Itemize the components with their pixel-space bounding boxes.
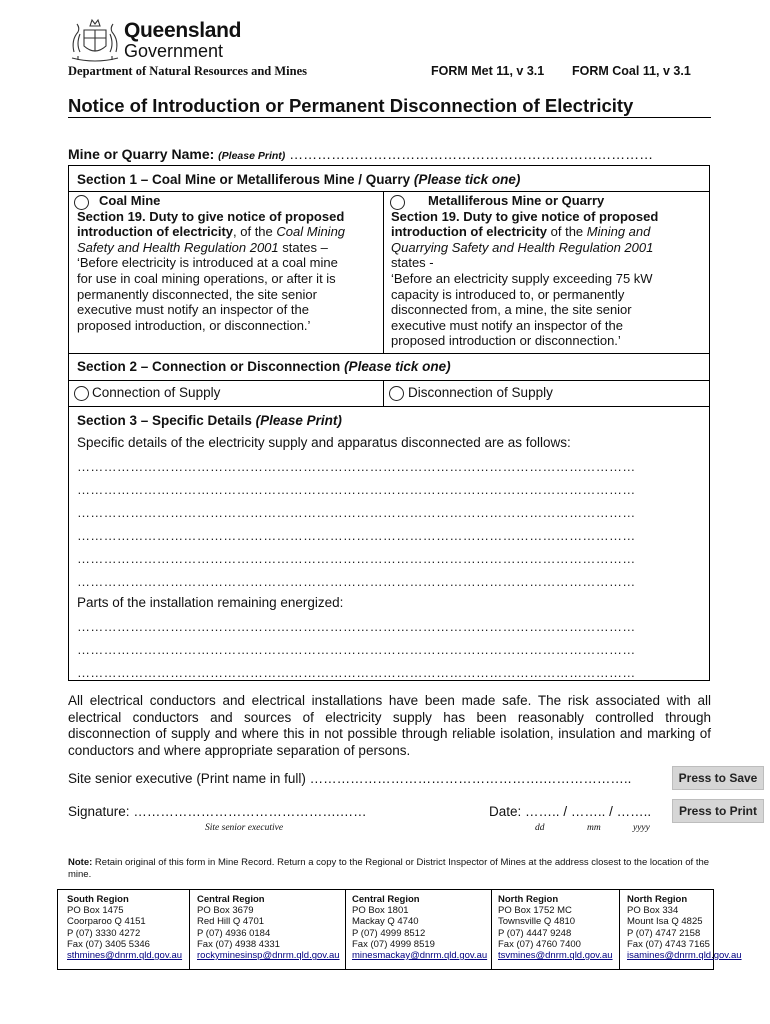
region-cell-central-redhill xyxy=(197,894,340,961)
coal-mine-column xyxy=(77,193,377,333)
metalliferous-line4: states - xyxy=(391,255,434,271)
section1-heading-hint: (Please tick one) xyxy=(413,172,521,187)
return-note xyxy=(68,857,718,881)
section3-divider xyxy=(68,406,710,407)
signature-row[interactable] xyxy=(68,804,367,819)
region-name: Central Region xyxy=(197,894,265,905)
form-coal-code: FORM Coal 11, v 3.1 xyxy=(572,64,691,78)
title-underline xyxy=(68,117,711,118)
metalliferous-line2: introduction of electricity of the Mining and xyxy=(391,224,651,240)
sse-name-row[interactable] xyxy=(68,771,631,786)
region-divider xyxy=(189,889,190,970)
region-fax: Fax (07) 4999 8519 xyxy=(352,938,435,950)
region-email-link[interactable]: minesmackay@dnrm.qld.gov.au xyxy=(352,950,488,962)
logo-government: Government xyxy=(124,41,224,61)
section1-divider xyxy=(68,191,710,192)
department-name: Department of Natural Resources and Mines xyxy=(68,64,307,78)
coal-mine-line4: ‘Before electricity is introduced at a coal mine xyxy=(77,255,338,271)
details-line-2[interactable]: ……………………………………………………………………………………………………………… xyxy=(77,482,636,497)
region-box: PO Box 3679 xyxy=(197,905,254,917)
region-fax: Fax (07) 4760 7400 xyxy=(498,938,581,950)
region-cell-north-mountisa xyxy=(627,894,742,961)
region-box: PO Box 334 xyxy=(627,905,679,917)
metalliferous-column xyxy=(391,193,709,349)
metalliferous-line8: executive must notify an inspector of the xyxy=(391,317,623,333)
queensland-crest-logo xyxy=(68,16,122,66)
section2-column-divider xyxy=(383,380,384,406)
energized-line-2[interactable]: ……………………………………………………………………………………………………………… xyxy=(77,642,636,657)
region-name: North Region xyxy=(627,894,688,905)
region-phone: P (07) 4999 8512 xyxy=(352,927,426,939)
save-button[interactable]: Press to Save xyxy=(672,766,764,790)
safety-statement: All electrical conductors and electrical installations have been made safe. The risk associated with all electrical conductors and sources of electricity supply has been reasonably controlled through disconnection of supply and where this in not possible through reliable isolation, insulation and marking of conductors and where appropriate separation of persons. xyxy=(68,693,711,758)
disconnection-radio[interactable] xyxy=(389,386,404,401)
date-label: Date: xyxy=(489,804,522,819)
section2-top-divider xyxy=(68,353,710,354)
region-cell-central-mackay xyxy=(352,894,487,961)
region-phone: P (07) 4936 0184 xyxy=(197,927,271,939)
form-met-code: FORM Met 11, v 3.1 xyxy=(431,64,545,78)
region-name: North Region xyxy=(498,894,559,905)
section3-heading-text: Section 3 – Specific Details xyxy=(77,413,252,428)
region-phone: P (07) 4747 2158 xyxy=(627,927,701,939)
date-separator: / xyxy=(563,804,568,819)
metalliferous-line7: disconnected from, a mine, the site senior xyxy=(391,302,632,318)
metalliferous-line3: Quarrying Safety and Health Regulation 2001 xyxy=(391,239,654,255)
print-button[interactable]: Press to Print xyxy=(672,799,764,823)
coal-mine-title: Coal Mine xyxy=(99,193,161,208)
date-caption-mm: mm xyxy=(587,823,601,833)
mine-name-row[interactable] xyxy=(68,146,653,162)
region-divider xyxy=(345,889,346,970)
region-city: Coorparoo Q 4151 xyxy=(67,916,146,928)
region-city: Red Hill Q 4701 xyxy=(197,916,265,928)
date-row[interactable] xyxy=(489,804,651,819)
mine-name-field[interactable]: …………………………………………………………………… xyxy=(289,146,654,162)
region-city: Mackay Q 4740 xyxy=(352,916,419,928)
region-email-link[interactable]: isamines@dnrm.qld.gov.au xyxy=(627,950,742,962)
coal-mine-line1: Section 19. Duty to give notice of proposed xyxy=(77,208,345,224)
section3-heading-hint: (Please Print) xyxy=(255,413,342,428)
details-line-4[interactable]: ……………………………………………………………………………………………………………… xyxy=(77,528,636,543)
coal-mine-line6: permanently disconnected, the site senior xyxy=(77,286,317,302)
region-phone: P (07) 3330 4272 xyxy=(67,927,141,939)
region-fax: Fax (07) 4938 4331 xyxy=(197,938,280,950)
region-box: PO Box 1752 MC xyxy=(498,905,572,917)
connection-label: Connection of Supply xyxy=(92,385,221,400)
region-email-link[interactable]: rockyminesinsp@dnrm.qld.gov.au xyxy=(197,950,340,962)
mine-name-label: Mine or Quarry Name: xyxy=(68,146,215,162)
coal-mine-line2: introduction of electricity, of the Coal Mining xyxy=(77,224,346,240)
section2-mid-divider xyxy=(68,380,710,381)
coal-mine-line8: proposed introduction, or disconnection.’ xyxy=(77,317,311,333)
energized-line-1[interactable]: ……………………………………………………………………………………………………………… xyxy=(77,619,636,634)
region-name: Central Region xyxy=(352,894,420,905)
mine-name-hint: (Please Print) xyxy=(218,150,286,162)
section2-heading-text: Section 2 – Connection or Disconnection xyxy=(77,359,341,374)
coal-mine-line3: Safety and Health Regulation 2001 states – xyxy=(77,239,328,255)
date-yyyy-field[interactable]: …….. xyxy=(616,804,652,819)
region-name: South Region xyxy=(67,894,129,905)
region-email-link[interactable]: tsvmines@dnrm.qld.gov.au xyxy=(498,950,613,962)
region-fax: Fax (07) 3405 5346 xyxy=(67,938,150,950)
region-box: PO Box 1801 xyxy=(352,905,409,917)
metalliferous-line1: Section 19. Duty to give notice of proposed xyxy=(391,208,659,224)
page-title: Notice of Introduction or Permanent Disconnection of Electricity xyxy=(68,95,634,116)
section1-heading-text: Section 1 – Coal Mine or Metalliferous Mine / Quarry xyxy=(77,172,411,187)
date-caption-yyyy: yyyy xyxy=(633,823,650,833)
region-box: PO Box 1475 xyxy=(67,905,124,917)
region-cell-north-townsville xyxy=(498,894,613,961)
logo-queensland: Queensland xyxy=(124,19,242,42)
sse-name-field[interactable]: …………………………………………….……………….. xyxy=(309,771,632,786)
sse-name-label: Site senior executive (Print name in full) xyxy=(68,771,306,786)
note-text: Retain original of this form in Mine Record. Return a copy to the Regional or District Inspector of Mines at the address closest to the location of the mine. xyxy=(68,857,710,880)
signature-caption: Site senior executive xyxy=(205,823,284,833)
section1-column-divider xyxy=(383,191,384,353)
region-city: Townsville Q 4810 xyxy=(498,916,576,928)
section2-heading-hint: (Please tick one) xyxy=(344,359,451,374)
metalliferous-line9: proposed introduction or disconnection.’ xyxy=(391,333,621,349)
region-divider xyxy=(491,889,492,970)
details-line-5[interactable]: ……………………………………………………………………………………………………………… xyxy=(77,551,636,566)
region-email-link[interactable]: sthmines@dnrm.qld.gov.au xyxy=(67,950,183,962)
region-cell-south xyxy=(67,894,182,961)
metalliferous-line5: ‘Before an electricity supply exceeding 75 kW xyxy=(391,270,653,286)
details-line-1[interactable]: ……………………………………………………………………………………………………………… xyxy=(77,459,636,474)
energized-label: Parts of the installation remaining energized: xyxy=(77,595,344,610)
region-phone: P (07) 4447 9248 xyxy=(498,927,572,939)
energized-line-3[interactable]: ……………………………………………………………………………………………………………… xyxy=(77,665,636,680)
details-line-6[interactable]: ……………………………………………………………………………………………………………… xyxy=(77,574,636,589)
coal-mine-line5: for use in coal mining operations, or after it is xyxy=(77,270,336,286)
date-mm-field[interactable]: …….. xyxy=(570,804,606,819)
section2-heading xyxy=(77,359,451,374)
metalliferous-line6: capacity is introduced to, or permanently xyxy=(391,286,625,302)
date-separator: / xyxy=(609,804,613,819)
date-caption-dd: dd xyxy=(535,823,545,833)
note-label: Note: xyxy=(68,857,93,868)
section3-heading xyxy=(77,413,342,428)
section1-heading xyxy=(77,172,520,187)
signature-field[interactable]: ……………………………………….…… xyxy=(133,804,367,819)
signature-label: Signature: xyxy=(68,804,130,819)
region-divider xyxy=(619,889,620,970)
details-line-3[interactable]: ……………………………………………………………………………………………………………… xyxy=(77,505,636,520)
date-dd-field[interactable]: …….. xyxy=(525,804,560,819)
details-label: Specific details of the electricity supply and apparatus disconnected are as follows: xyxy=(77,435,571,450)
region-fax: Fax (07) 4743 7165 xyxy=(627,938,710,950)
disconnection-label: Disconnection of Supply xyxy=(408,385,553,400)
metalliferous-title: Metalliferous Mine or Quarry xyxy=(428,193,605,208)
region-city: Mount Isa Q 4825 xyxy=(627,916,703,928)
connection-radio[interactable] xyxy=(74,386,89,401)
coal-mine-line7: executive must notify an inspector of the xyxy=(77,302,309,318)
